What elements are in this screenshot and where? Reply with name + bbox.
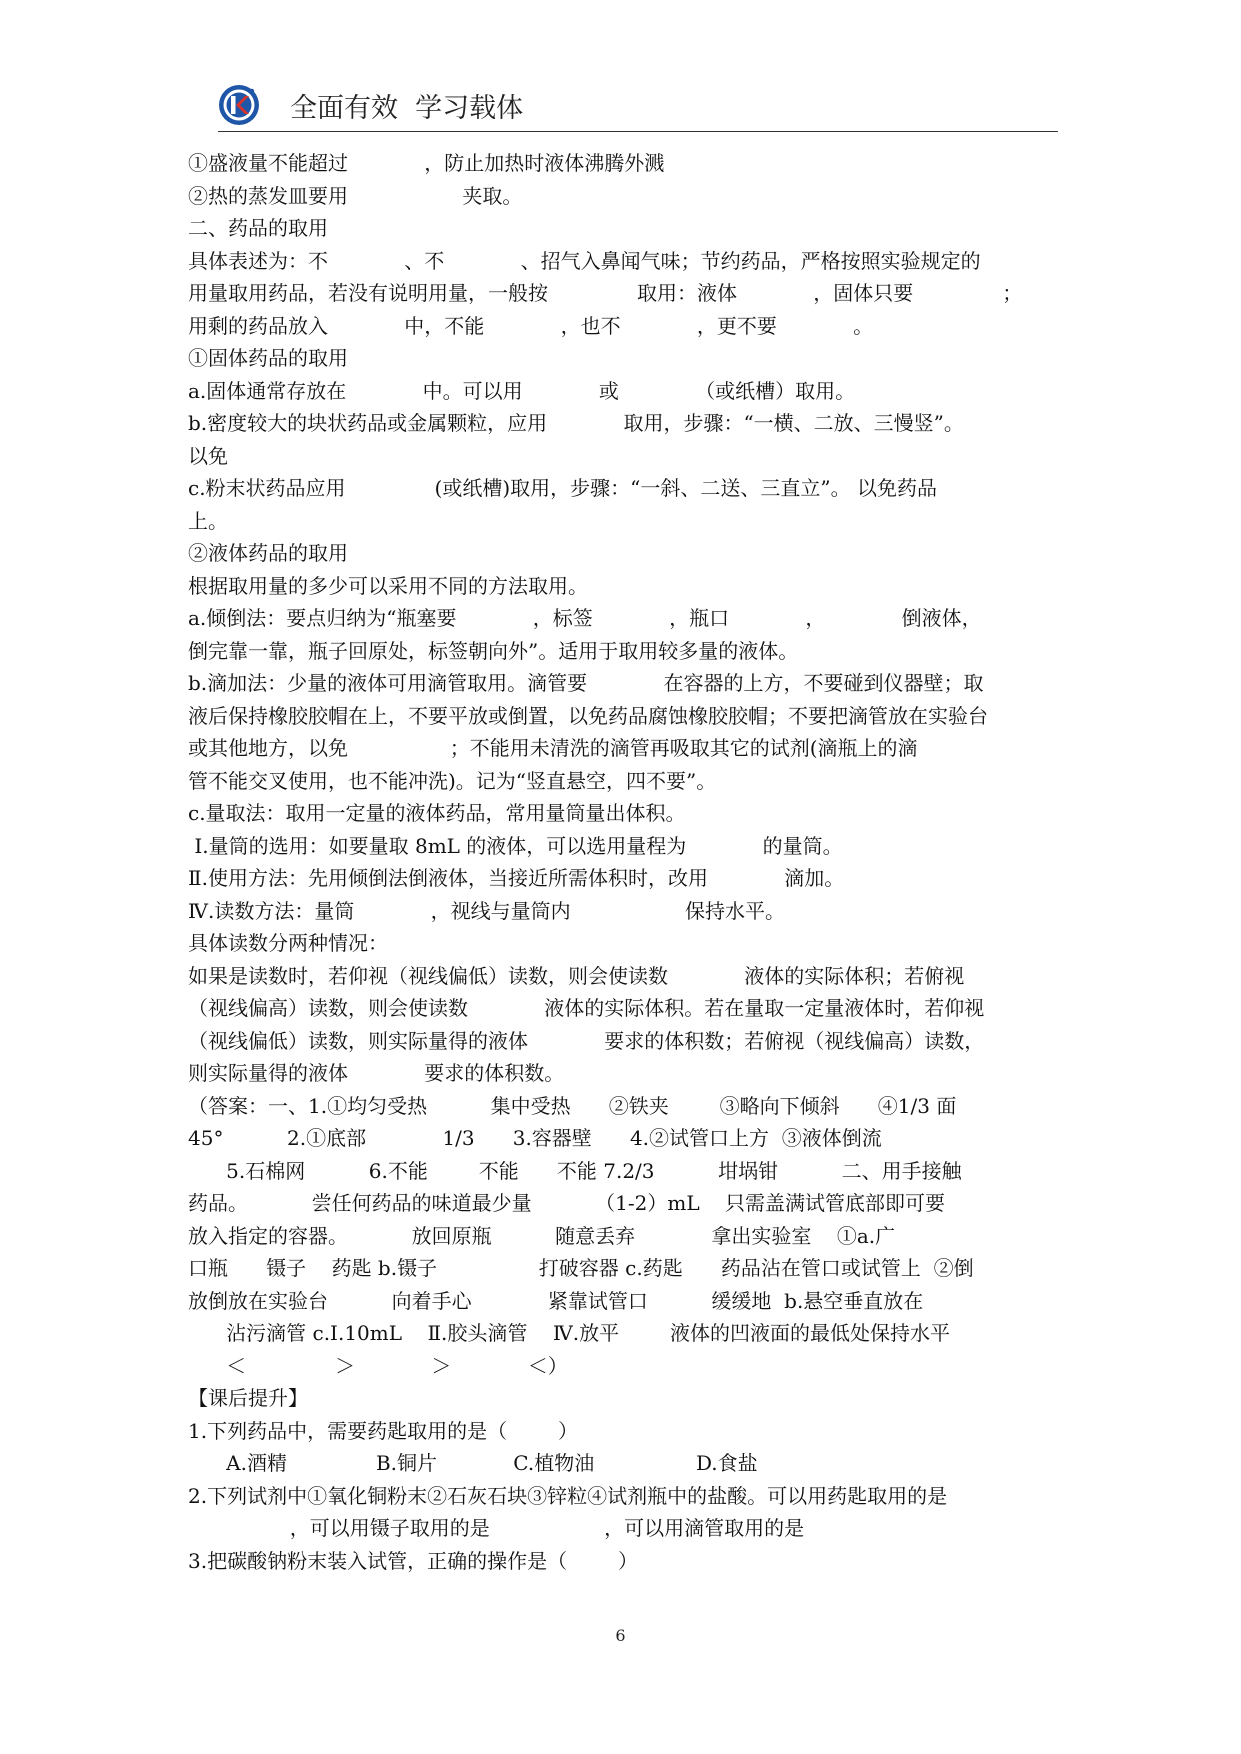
page-header [218,82,1058,130]
text-line: Ⅱ.使用方法：先用倾倒法倒液体，当接近所需体积时，改用 滴加。 [188,866,845,890]
text-line: 根据取用量的多少可以采用不同的方法取用。 [188,573,588,598]
text-line: 二、药品的取用 [188,216,328,240]
text-line: （视线偏低）读数，则实际量得的液体 要求的体积数；若俯视（视线偏高）读数， [188,1028,985,1053]
school-logo-icon [218,84,260,126]
text-line: c.粉末状药品应用 (或纸槽)取用，步骤：“一斜、二送、三直立”。 以免药品 [188,476,937,500]
text-line: Ⅰ.量筒的选用：如要量取 8mL 的液体，可以选用量程为 的量筒。 [188,833,843,858]
page-number: 6 [615,1626,626,1645]
text-line: 45° 2.①底部 1/3 3.容器壁 4.②试管口上方 ③液体倒流 [188,1126,882,1150]
text-line: Ⅳ.读数方法：量筒 ，视线与量筒内 保持水平。 [188,898,786,923]
text-line: 以免 [188,443,228,468]
text-line: 2.下列试剂中①氧化铜粉末②石灰石块③锌粒④试剂瓶中的盐酸。可以用药匙取用的是 [188,1483,948,1508]
header-rule [218,131,1058,132]
text-line: 具体读数分两种情况： [188,931,388,955]
text-line: 口瓶 镊子 药匙 b.镊子 打破容器 c.药匙 药品沾在管口或试管上 ②倒 [188,1256,974,1280]
text-line: 管不能交叉使用，也不能冲洗)。记为“竖直悬空，四不要”。 [188,768,717,793]
text-line: 具体表述为：不 、不 、招气入鼻闻气味；节约药品，严格按照实验规定的 [188,248,981,273]
header-title: 全面有效 学习载体 [290,93,524,124]
text-line: ①盛液量不能超过 ，防止加热时液体沸腾外溅 [188,151,665,175]
text-line: A.酒精 B.铜片 C.植物油 D.食盐 [188,1451,758,1475]
text-line: 用剩的药品放入 中，不能 ，也不 ，更不要 。 [188,313,874,338]
text-line: 沾污滴管 c.Ⅰ.10mL Ⅱ.胶头滴管 Ⅳ.放平 液体的凹液面的最低处保持水平 [188,1321,951,1345]
text-line: b.密度较大的块状药品或金属颗粒，应用 取用，步骤：“一横、二放、三慢竖”。 [188,411,964,435]
text-line: ②液体药品的取用 [188,541,348,565]
text-line: 用量取用药品，若没有说明用量，一般按 取用：液体 ，固体只要 ； [188,281,1023,305]
text-line: 1.下列药品中，需要药匙取用的是（ ） [188,1418,578,1443]
text-line: a.固体通常存放在 中。可以用 或 （或纸槽）取用。 [188,378,856,403]
text-line: ＜ ＞ ＞ ＜） [188,1353,568,1378]
text-line: ①固体药品的取用 [188,346,348,370]
text-line: a.倾倒法：要点归纳为“瓶塞要 ，标签 ，瓶口 ， 倒液体， [188,606,982,630]
text-line: （答案：一、1.①均匀受热 集中受热 ②铁夹 ③略向下倾斜 ④1/3 面 [188,1093,957,1118]
text-line: ，可以用镊子取用的是 ，可以用滴管取用的是 [188,1516,805,1540]
text-line: ②热的蒸发皿要用 夹取。 [188,183,523,208]
text-line: c.量取法：取用一定量的液体药品，常用量筒量出体积。 [188,801,686,825]
document-body [188,147,1068,1577]
text-line: 则实际量得的液体 要求的体积数。 [188,1061,565,1085]
text-line: 放倒放在实验台 向着手心 紧靠试管口 缓缓地 b.悬空垂直放在 [188,1288,924,1313]
text-line: b.滴加法：少量的液体可用滴管取用。滴管要 在容器的上方，不要碰到仪器壁；取 [188,671,984,695]
text-line: 放入指定的容器。 放回原瓶 随意丢弃 拿出实验室 ①a.广 [188,1223,896,1248]
text-line: 液后保持橡胶胶帽在上，不要平放或倒置，以免药品腐蚀橡胶胶帽；不要把滴管放在实验台 [188,703,988,728]
text-line: 药品。 尝任何药品的味道最少量 （1-2）mL 只需盖满试管底部即可要 [188,1191,946,1215]
text-line: 【课后提升】 [188,1386,308,1410]
text-line: 或其他地方，以免 ；不能用未清洗的滴管再吸取其它的试剂(滴瓶上的滴 [188,736,918,760]
text-line: 倒完靠一靠，瓶子回原处，标签朝向外”。适用于取用较多量的液体。 [188,638,799,663]
text-line: 上。 [188,508,228,533]
text-line: 如果是读数时，若仰视（视线偏低）读数，则会使读数 液体的实际体积；若俯视 [188,963,965,988]
text-line: （视线偏高）读数，则会使读数 液体的实际体积。若在量取一定量液体时，若仰视 [188,996,985,1020]
text-line: 5.石棉网 6.不能 不能 不能 7.2/3 坩埚钳 二、用手接触 [188,1158,962,1183]
text-line: 3.把碳酸钠粉末装入试管，正确的操作是（ ） [188,1548,638,1573]
